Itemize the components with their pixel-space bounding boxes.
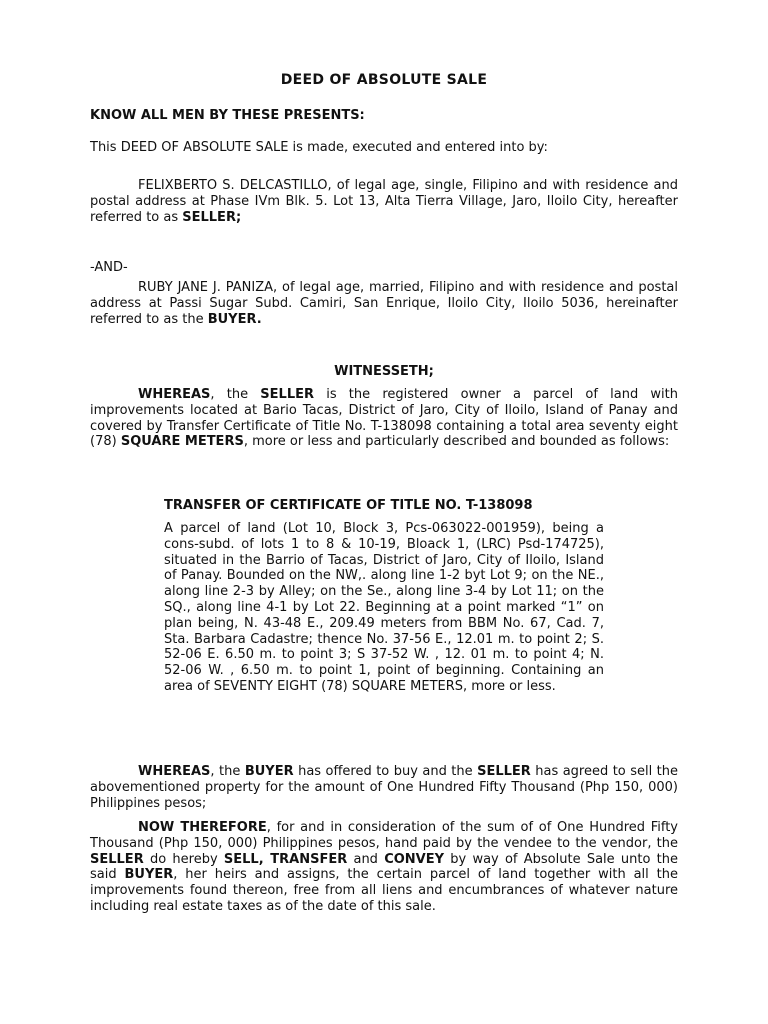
- whereas-keyword: WHEREAS: [138, 764, 211, 779]
- clause-text: , her heirs and assigns, the certain parcel of land together with all the improvements found thereon, free from all liens and encumbrances of whatever nature including real estate taxes as of the date of this sale.: [90, 867, 678, 914]
- clause-text: and: [347, 851, 385, 867]
- seller-paragraph-text: FELIXBERTO S. DELCASTILLO, of legal age, single, Filipino and with residence and postal address at Phase IVm Blk. 5. Lot 13, Alta Tierra Village, Jaro, Iloilo City, hereafter referred to as: [90, 178, 678, 225]
- seller-paragraph: [90, 178, 678, 225]
- whereas-paragraph-1: [90, 387, 678, 450]
- and-separator: -AND-: [90, 260, 128, 275]
- witnesseth-heading: WITNESSETH;: [334, 364, 434, 379]
- intro-line: This DEED OF ABSOLUTE SALE is made, executed and entered into by:: [90, 140, 548, 155]
- buyer-keyword: BUYER: [244, 764, 294, 779]
- whereas-text: , the: [210, 387, 261, 402]
- buyer-role: BUYER.: [207, 311, 262, 327]
- seller-keyword: SELLER: [260, 387, 314, 402]
- seller-role: SELLER;: [182, 209, 242, 225]
- now-therefore-keyword: NOW THEREFORE: [138, 820, 267, 835]
- salutation: KNOW ALL MEN BY THESE PRESENTS:: [90, 108, 365, 123]
- clause-text: by way of Absolute Sale unto the said: [90, 851, 678, 883]
- seller-keyword: SELLER: [90, 851, 144, 867]
- whereas-text: is the registered owner a parcel of land with improvements located at Bario Tacas, District of Jaro, City of Iloilo, Island of Panay and covered by Transfer Certificate of Title No. T-138098 containing a total area seventy eight (78): [90, 387, 678, 450]
- whereas-text: , more or less and particularly described and bounded as follows:: [243, 434, 670, 450]
- whereas-paragraph-2: [90, 764, 678, 811]
- tct-heading: TRANSFER OF CERTIFICATE OF TITLE NO. T-138098: [164, 498, 533, 513]
- buyer-keyword: BUYER: [124, 867, 174, 883]
- sell-transfer-keyword: SELL, TRANSFER: [223, 851, 348, 867]
- whereas-text: has offered to buy and the: [293, 764, 478, 779]
- whereas-text: has agreed to sell the abovementioned property for the amount of One Hundred Fifty Thousand (Php 150, 000) Philippines pesos;: [90, 764, 679, 811]
- whereas-keyword: WHEREAS: [138, 387, 211, 402]
- document-title: DEED OF ABSOLUTE SALE: [280, 72, 488, 88]
- now-therefore-paragraph: [90, 820, 678, 915]
- buyer-paragraph-text: RUBY JANE J. PANIZA, of legal age, married, Filipino and with residence and postal address at Passi Sugar Subd. Camiri, San Enrique, Iloilo City, Iloilo 5036, hereinafter referred to as the: [90, 280, 678, 327]
- tct-description: A parcel of land (Lot 10, Block 3, Pcs-063022-001959), being a cons-subd. of lots 1 to 8 & 10-19, Bloack 1, (LRC) Psd-174725), situated in the Barrio of Tacas, District of Jaro, City of Iloilo, Island of Panay. Bounded on the NW,. along line 1-2 byt Lot 9; on the NE., along line 2-3 by Alley; on the Se., along line 3-4 by Lot 11; on the SQ., along line 4-1 by Lot 22. Beginning at a point marked “1” on plan being, N. 43-48 E., 209.49 meters from BBM No. 67, Cad. 7, Sta. Barbara Cadastre; thence No. 37-56 E., 12.01 m. to point 2; S. 52-06 E. 6.50 m. to point 3; S 37-52 W. , 12. 01 m. to point 4; N. 52-06 W. , 6.50 m. to point 1, point of beginning. Containing an area of SEVENTY EIGHT (78) SQUARE METERS, more or less.: [164, 521, 604, 694]
- clause-text: , for and in consideration of the sum of of One Hundred Fifty Thousand (Php 150, 000) Philippines pesos, hand paid by the vendee to the vendor, the: [90, 820, 679, 851]
- clause-text: do hereby: [143, 851, 224, 867]
- square-meters-keyword: SQUARE METERS: [120, 434, 244, 450]
- convey-keyword: CONVEY: [384, 851, 445, 867]
- seller-keyword: SELLER: [477, 764, 531, 779]
- buyer-paragraph: [90, 280, 678, 327]
- whereas-text: , the: [210, 764, 245, 779]
